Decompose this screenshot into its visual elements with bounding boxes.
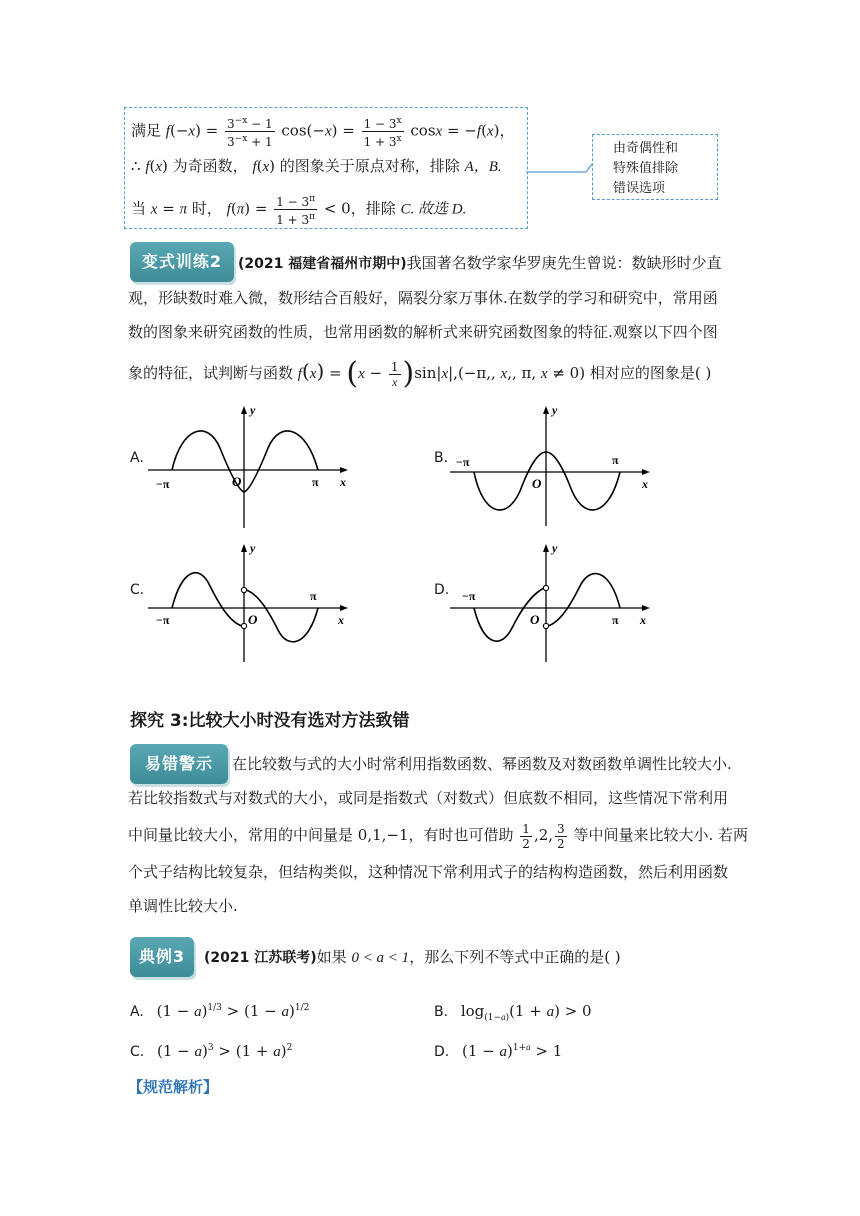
graph-origin: O bbox=[248, 612, 258, 627]
graph-b bbox=[450, 400, 660, 530]
solution-line-1: 满足 f(−x) = $\frac{3^{-x} - 1}{3^{-x} + 1}$ cos(−x) = $\frac{1 - 3^x}{1 + 3^x}$ cosx = −f(x)， bbox=[131, 116, 515, 149]
variant-badge: 变式训练2 bbox=[130, 242, 234, 282]
example-text: 如果 bbox=[316, 948, 347, 966]
graph-left-label: −π bbox=[462, 589, 476, 603]
graph-origin: O bbox=[530, 612, 540, 627]
option-a[interactable] bbox=[130, 1002, 309, 1021]
graph-axis-y: y bbox=[552, 403, 558, 417]
graph-right-label: π bbox=[612, 613, 619, 627]
solution-options: A，B. bbox=[464, 159, 502, 175]
option-label: A. bbox=[130, 1004, 144, 1020]
option-d[interactable] bbox=[434, 1042, 562, 1061]
graph-left-label: −π bbox=[456, 455, 470, 469]
warning-text bbox=[128, 747, 748, 923]
option-formula: $(1 - a)^3 > (1 + a)^2$ bbox=[157, 1042, 293, 1060]
example-badge: 典例3 bbox=[130, 937, 194, 977]
example-question bbox=[204, 946, 621, 969]
fraction: $\frac{1 - 3^\pi}{1 + 3^\pi}$ bbox=[276, 194, 316, 227]
solution-line-2: ∴ f(x) 为奇函数， f(x) 的图象关于原点对称，排除 A，B. bbox=[131, 157, 502, 175]
solution-text: 满足 bbox=[131, 121, 162, 140]
graph-axis-y: y bbox=[250, 403, 256, 417]
side-note-box bbox=[592, 134, 718, 200]
example-text: ，那么下列不等式中正确的是( ) bbox=[409, 948, 621, 966]
graph-label-a: A. bbox=[130, 450, 144, 466]
variant-text-line: 观，形缺数时难入微，数形结合百般好，隔裂分家万事休.在数学的学习和研究中，常用函 bbox=[128, 289, 718, 307]
solution-text: ，排除 bbox=[350, 199, 396, 218]
solution-text: 为奇函数， bbox=[172, 157, 248, 175]
variant-text-line: 数的图象来研究函数的性质，也常用函数的解析式来研究函数图象的特征.观察以下四个图 bbox=[128, 323, 718, 341]
option-label: C. bbox=[130, 1044, 145, 1060]
warning-text-line: 等中间量来比较大小. 若两 bbox=[573, 826, 748, 844]
graph-right-label: π bbox=[310, 589, 317, 603]
option-b[interactable] bbox=[434, 1002, 592, 1023]
analysis-heading: 【规范解析】 bbox=[128, 1078, 219, 1096]
solution-line-3: 当 x = π 时， f(π) = $\frac{1 - 3^\pi}{1 + 3^\pi}$ < 0，排除 C. 故选 D. bbox=[131, 194, 467, 227]
solution-text: 时， bbox=[191, 199, 222, 218]
graph-axis-x: x bbox=[642, 477, 648, 491]
option-formula: $\log_{(1-a)}(1 + a) > 0$ bbox=[460, 1002, 592, 1023]
section-heading: 探究 3:比较大小时没有选对方法致错 bbox=[130, 711, 410, 731]
graph-c bbox=[148, 538, 358, 666]
warning-text-line: 单调性比较大小. bbox=[128, 897, 238, 915]
option-label: B. bbox=[434, 1004, 449, 1020]
graph-left-label: −π bbox=[156, 613, 170, 627]
option-label: D. bbox=[434, 1044, 450, 1060]
graph-label-b: B. bbox=[434, 450, 449, 466]
middle-values: $\frac{1}{2}$ ,2, $\frac{3}{2}$ bbox=[522, 821, 565, 851]
graph-label-c: C. bbox=[130, 582, 145, 598]
graph-axis-y: y bbox=[250, 541, 256, 555]
connector-line bbox=[526, 160, 596, 180]
fraction: $\frac{1 - 3^x}{1 + 3^x}$ bbox=[363, 116, 402, 149]
side-note-line: 特殊值排除 bbox=[613, 161, 679, 176]
function-formula: f(x) = (x − $\frac{1}{x}$ )sin|x|,(−π,, x,, π, x ≠ 0) bbox=[297, 356, 590, 391]
solution-text: 的图象关于原点对称，排除 bbox=[279, 157, 460, 175]
warning-text-line: 个式子结构比较复杂，但结构类似，这种情况下常利用式子的结构构造函数，然后利用函数 bbox=[128, 863, 729, 881]
graph-right-label: π bbox=[312, 475, 319, 489]
option-c[interactable] bbox=[130, 1042, 292, 1061]
graph-axis-x: x bbox=[340, 475, 346, 489]
option-formula: $(1 - a)^{1+a} > 1$ bbox=[462, 1042, 563, 1060]
solution-text: 当 bbox=[131, 199, 147, 218]
formula: f bbox=[165, 123, 170, 140]
graph-axis-x: x bbox=[338, 613, 344, 627]
graph-d bbox=[450, 538, 660, 666]
graph-a bbox=[148, 400, 358, 530]
example-source: (2021 江苏联考) bbox=[204, 950, 317, 966]
graph-axis-x: x bbox=[640, 613, 646, 627]
option-formula: $(1 - a)^{1/3} > (1 - a)^{1/2}$ bbox=[156, 1002, 310, 1020]
graph-origin: O bbox=[232, 474, 242, 489]
graph-label-d: D. bbox=[434, 582, 450, 598]
graph-origin: O bbox=[532, 476, 542, 491]
variant-source: (2021 福建省福州市期中) bbox=[238, 256, 407, 272]
graph-left-label: −π bbox=[156, 477, 170, 491]
fraction: $\frac{3^{-x} - 1}{3^{-x} + 1}$ bbox=[227, 116, 273, 149]
variant-text-line: 象的特征，试判断与函数 bbox=[128, 364, 294, 382]
side-note-line: 由奇偶性和 bbox=[613, 141, 679, 156]
example-condition: 0 < a < 1 bbox=[351, 950, 410, 966]
solution-answer: C. 故选 D. bbox=[400, 201, 467, 218]
graph-right-label: π bbox=[612, 453, 619, 467]
variant-text-line: 相对应的图象是( ) bbox=[589, 364, 712, 382]
warning-text-line: 中间量比较大小，常用的中间量是 0,1,−1，有时也可借助 bbox=[128, 826, 514, 844]
warning-text-line: 若比较指数式与对数式的大小，或同是指数式（对数式）但底数不相同，这些情况下常利用 bbox=[128, 789, 729, 807]
variant-text-line: 我国著名数学家华罗庚先生曾说：数缺形时少直 bbox=[406, 254, 722, 272]
solution-box bbox=[124, 107, 528, 229]
warning-badge: 易错警示 bbox=[130, 744, 228, 784]
solution-text: ， bbox=[499, 121, 515, 140]
side-note-line: 错误选项 bbox=[613, 181, 666, 196]
variant-text bbox=[128, 246, 738, 396]
warning-text-line: 在比较数与式的大小时常利用指数函数、幂函数及对数函数单调性比较大小. bbox=[232, 755, 732, 773]
graph-axis-y: y bbox=[552, 541, 558, 555]
